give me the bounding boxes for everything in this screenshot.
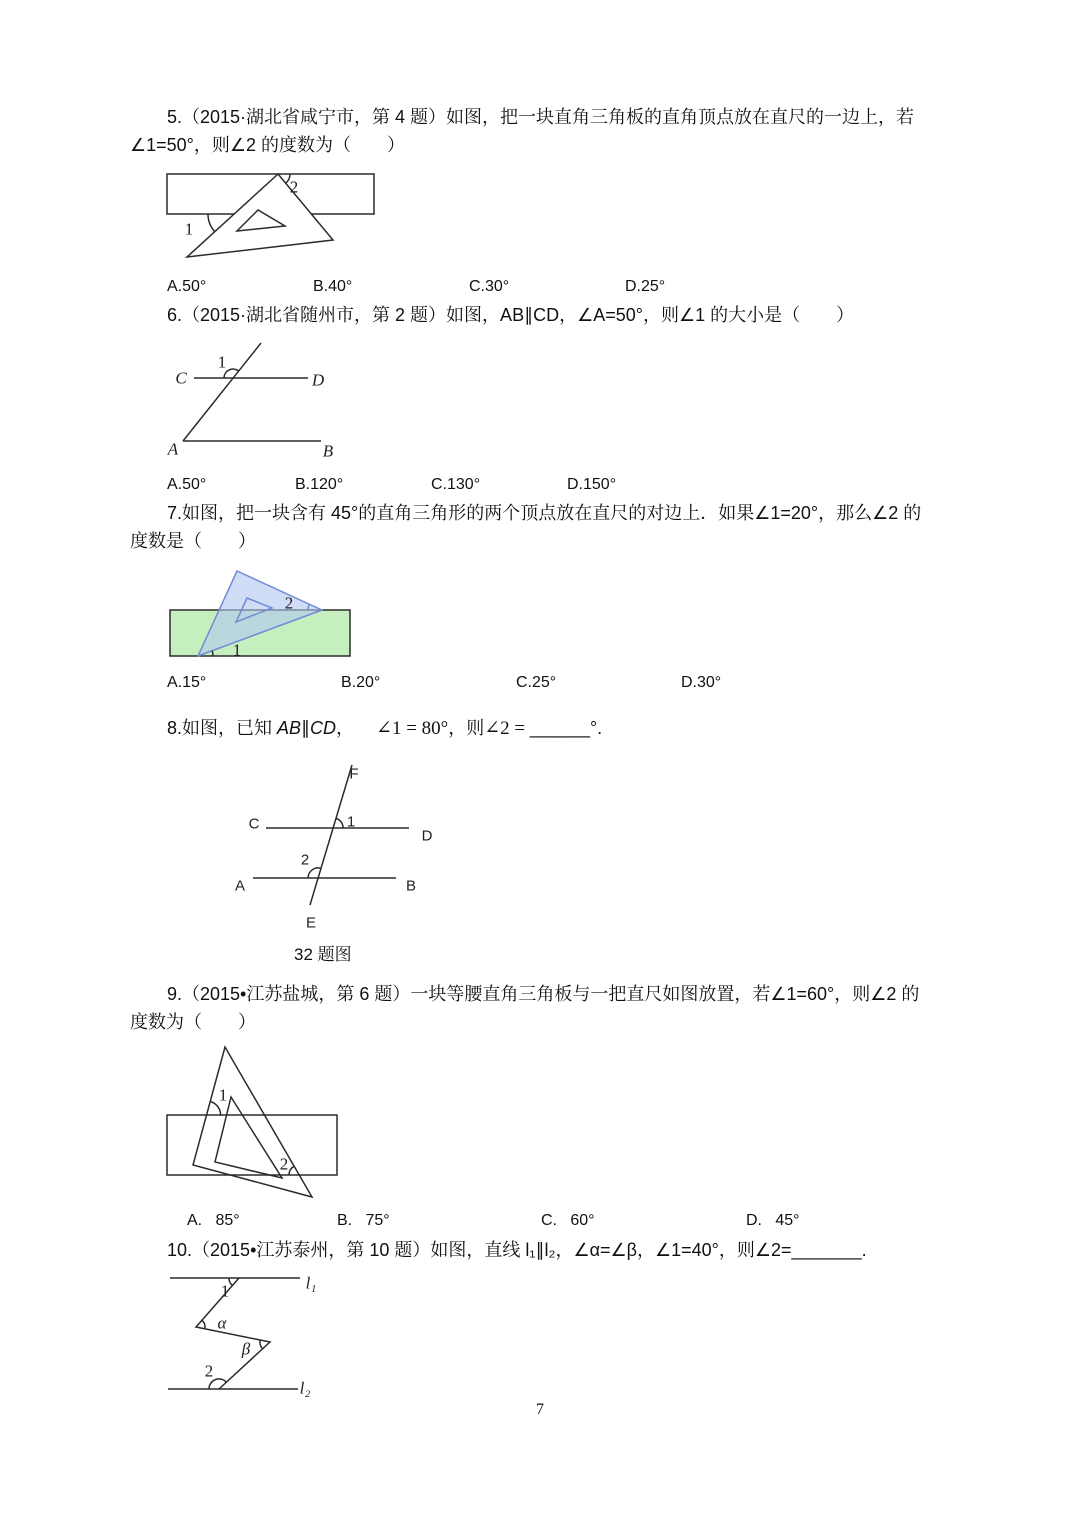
q8-then: ，则 (448, 718, 485, 738)
q8-parallel: AB∥CD (277, 718, 337, 738)
q6-option-a: A.50° (167, 476, 207, 493)
angle-1-label: 1 (346, 813, 356, 831)
angle-alpha-arc (202, 1320, 205, 1329)
angle-1-arc (208, 214, 215, 232)
label-l2: l₂ (299, 1378, 311, 1398)
figure-q7-ruler-45-triangle (160, 562, 360, 666)
q6-option-b: B.120° (295, 476, 344, 493)
label-a: A (234, 877, 246, 895)
q5-option-a: A.50° (167, 278, 207, 295)
angle-1-arc (336, 818, 343, 828)
angle-1-arc (229, 1278, 232, 1286)
angle-beta-arc (260, 1340, 263, 1349)
angle-1-arc (212, 651, 213, 656)
q5-line-2: ∠1=50°，则∠2 的度数为（ ） (130, 135, 406, 155)
q6-option-c: C.130° (431, 476, 481, 493)
label-c: C (248, 815, 260, 833)
figure-q8-transversal (230, 758, 445, 938)
angle-2-label: 2 (204, 1361, 214, 1381)
q7-line-1: 7.如图，把一块含有 45°的直角三角形的两个顶点放在直尺的对边上．如果∠1=20°，那么∠2 的 (167, 503, 922, 523)
figure-q10-zigzag-parallel (160, 1265, 330, 1400)
set-square-hole (215, 1097, 282, 1178)
q6-line-1: 6.（2015·湖北省随州市，第 2 题）如图，AB∥CD，∠A=50°，则∠1 的大小是（ ） (167, 305, 855, 325)
q7-line-2: 度数是（ ） (130, 531, 256, 551)
q9-option-a: A. 85° (187, 1212, 240, 1229)
label-l1: l₁ (305, 1273, 317, 1293)
q8-angle1-value: ∠1 = 80° (376, 718, 449, 739)
figure-q5-ruler-triangle (160, 165, 390, 265)
q8-intro: 8.如图，已知 (167, 718, 278, 738)
figure-q6-parallel-lines (160, 335, 345, 460)
q9-option-c: C. 60° (541, 1212, 595, 1229)
angle-1-label: 1 (184, 219, 194, 239)
figure-q9-ruler-isosceles-triangle (160, 1040, 345, 1205)
label-e: E (305, 914, 317, 932)
label-c: C (175, 368, 187, 388)
ruler (167, 1115, 337, 1175)
angle-2-label: 2 (284, 593, 294, 613)
label-d: D (421, 827, 433, 845)
q8-comma: ， (336, 718, 355, 738)
label-f: F (349, 765, 359, 783)
q7-option-a: A.15° (167, 674, 207, 691)
angle-beta-label: β (241, 1339, 251, 1359)
angle-1-label: 1 (217, 352, 227, 372)
set-square (184, 174, 333, 257)
label-d: D (311, 370, 325, 390)
q5-option-b: B.40° (313, 278, 353, 295)
q8-figure-caption: 32 题图 (294, 945, 352, 964)
q5-line-1: 5.（2015·湖北省咸宁市，第 4 题）如图，把一块直角三角板的直角顶点放在直尺的一边上，若 (167, 107, 915, 127)
angle-1-label: 1 (232, 640, 242, 660)
angle-2-label: 2 (289, 177, 299, 197)
q9-option-d: D. 45° (746, 1212, 800, 1229)
angle-2-arc (289, 1166, 294, 1175)
line-ef (310, 765, 352, 905)
q8-line-1 (167, 716, 602, 741)
q7-option-c: C.25° (516, 674, 557, 691)
angle-2-label: 2 (279, 1154, 289, 1174)
page-number: 7 (536, 1401, 544, 1418)
q7-option-b: B.20° (341, 674, 381, 691)
q10-line-1: 10.（2015•江苏泰州，第 10 题）如图，直线 l₁∥l₂，∠α=∠β，∠1=40°，则∠2=_______. (167, 1240, 867, 1260)
angle-1-label: 1 (220, 1281, 230, 1301)
angle-alpha-label: α (217, 1313, 227, 1333)
label-b: B (405, 877, 417, 895)
q9-line-1: 9.（2015•江苏盐城，第 6 题）一块等腰直角三角板与一把直尺如图放置，若∠1=60°，则∠2 的 (167, 984, 920, 1004)
q5-option-c: C.30° (469, 278, 510, 295)
q8-angle2: ∠2 = (484, 718, 530, 739)
q9-line-2: 度数为（ ） (130, 1012, 256, 1032)
q5-option-d: D.25° (625, 278, 666, 295)
angle-2-label: 2 (300, 851, 310, 869)
q8-degree: °. (589, 718, 603, 738)
q8-blank: ______ (529, 718, 590, 738)
angle-1-label: 1 (218, 1085, 228, 1105)
label-a: A (167, 439, 179, 459)
q7-option-d: D.30° (681, 674, 722, 691)
q6-option-d: D.150° (567, 476, 617, 493)
q9-option-b: B. 75° (337, 1212, 390, 1229)
label-b: B (322, 441, 334, 461)
